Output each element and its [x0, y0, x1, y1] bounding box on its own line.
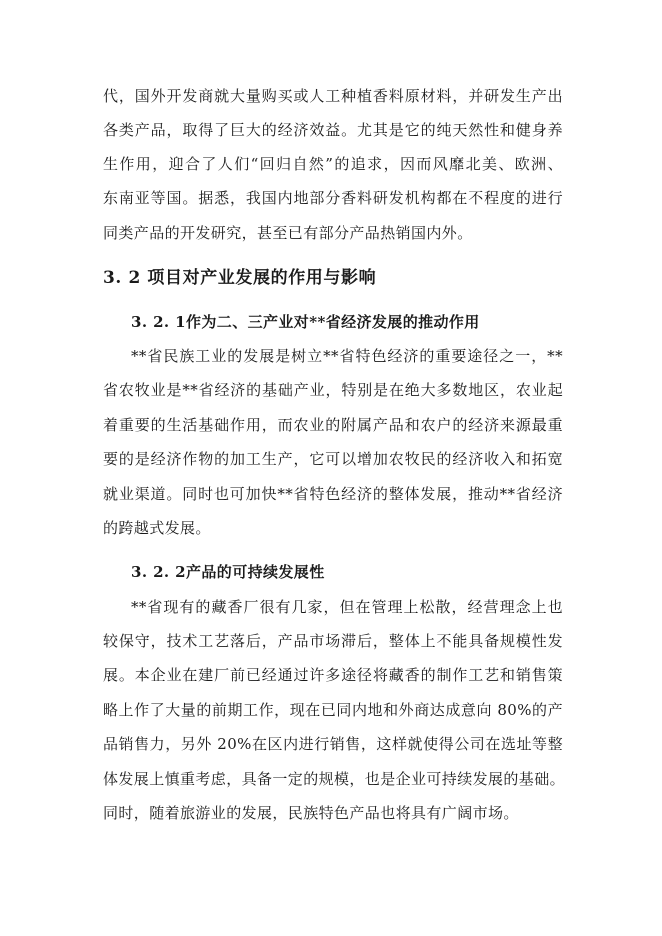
paragraph-line: 同时，随着旅游业的发展，民族特色产品也将具有广阔市场。	[103, 804, 519, 822]
section-heading: 3. 2 项目对产业发展的作用与影响	[103, 268, 377, 288]
subsection-heading-1: 3. 2. 1作为二、三产业对**省经济发展的推动作用	[131, 313, 480, 331]
paragraph-line: 较保守，技术工艺落后，产品市场滞后，整体上不能具备规模性发	[103, 632, 563, 650]
paragraph-line: 展。本企业在建厂前已经通过许多途径将藏香的制作工艺和销售策	[103, 666, 563, 684]
paragraph-line: 的跨越式发展。	[103, 519, 211, 537]
paragraph-line: 生作用，迎合了人们“回归自然”的追求，因而风靡北美、欧洲、	[103, 155, 563, 173]
paragraph-line: 体发展上慎重考虑，具备一定的规模，也是企业可持续发展的基础。	[103, 770, 566, 788]
paragraph-line: 各类产品，取得了巨大的经济效益。尤其是它的纯天然性和健身养	[103, 121, 563, 139]
paragraph-line: **省现有的藏香厂很有几家，但在管理上松散，经营理念上也	[131, 598, 563, 616]
paragraph-line: 同类产品的开发研究，甚至已有部分产品热销国内外。	[103, 224, 473, 242]
paragraph-line: 着重要的生活基础作用，而农业的附属产品和农户的经济来源最重	[103, 416, 563, 434]
paragraph-line: 省农牧业是**省经济的基础产业，特别是在绝大多数地区，农业起	[103, 381, 563, 399]
paragraph-line: 就业渠道。同时也可加快**省特色经济的整体发展，推动**省经济	[103, 485, 563, 503]
paragraph-line: 品销售力，另外 20%在区内进行销售，这样就使得公司在选址等整	[103, 735, 563, 753]
paragraph-line: 代，国外开发商就大量购买或人工种植香料原材料，并研发生产出	[103, 87, 563, 105]
paragraph-line: **省民族工业的发展是树立**省特色经济的重要途径之一，**	[131, 347, 563, 365]
paragraph-line: 略上作了大量的前期工作，现在已同内地和外商达成意向 80%的产	[103, 701, 563, 719]
subsection-heading-2: 3. 2. 2产品的可持续发展性	[131, 563, 325, 581]
paragraph-line: 东南亚等国。据悉，我国内地部分香料研发机构都在不程度的进行	[103, 189, 563, 207]
paragraph-line: 要的是经济作物的加工生产，它可以增加农牧民的经济收入和拓宽	[103, 450, 563, 468]
